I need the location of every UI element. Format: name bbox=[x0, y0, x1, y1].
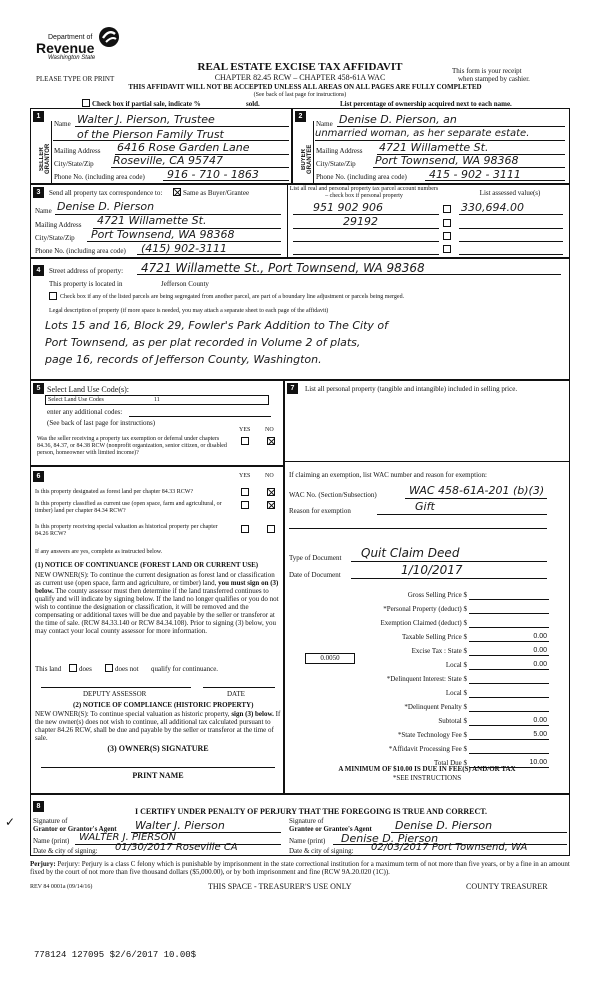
notice-compliance-title: (2) NOTICE OF COMPLIANCE (HISTORIC PROPERTY) bbox=[73, 701, 254, 709]
fin-line-label: Exemption Claimed (deduct) $ bbox=[380, 619, 467, 627]
fin-line-value[interactable]: 0.00 bbox=[533, 647, 547, 654]
segregated-label: Check box if any of the listed parcels are being segregated from another parcel, are part of a boundary line adjustment or parcels being merged. bbox=[60, 294, 405, 300]
q2-yes-checkbox[interactable] bbox=[241, 501, 249, 509]
see-back: (See back of last page for instructions) bbox=[253, 92, 347, 98]
fin-line-underline bbox=[469, 655, 549, 656]
reason-label: Reason for exemption bbox=[289, 507, 351, 515]
fin-line-label: Excise Tax : State $ bbox=[411, 647, 467, 655]
buyer-phone[interactable]: 415 - 902 - 3111 bbox=[429, 168, 521, 181]
see-instructions-note: *SEE INSTRUCTIONS bbox=[392, 774, 462, 782]
fin-line-label: Gross Selling Price $ bbox=[407, 591, 467, 599]
fin-line-underline bbox=[469, 683, 549, 684]
exemption-reason[interactable]: Gift bbox=[415, 500, 435, 513]
fin-line-value[interactable]: 5.00 bbox=[533, 731, 547, 738]
does-checkbox[interactable] bbox=[69, 664, 77, 672]
receipt-note-2: when stamped by cashier. bbox=[458, 75, 530, 83]
fin-line-underline bbox=[469, 599, 549, 600]
q-forest-land: Is this property designated as forest land per chapter 84.33 RCW? bbox=[35, 489, 194, 495]
fin-line-underline bbox=[469, 613, 549, 614]
partial-sale-label: Check box if partial sale, indicate % bbox=[92, 100, 201, 108]
fin-line-label: Local $ bbox=[445, 689, 467, 697]
fin-line-value[interactable]: 0.00 bbox=[533, 717, 547, 724]
fin-line-value[interactable]: 0.00 bbox=[533, 633, 547, 640]
street-label: Street address of property: bbox=[49, 267, 124, 275]
land-use-select-text: Select Land Use Codes bbox=[48, 397, 104, 403]
fin-line-value[interactable]: 0.00 bbox=[533, 661, 547, 668]
additional-codes-label: enter any additional codes: bbox=[47, 408, 123, 416]
section-3-correspondence: 3 Send all property tax correspondence to: Same as Buyer/Grantee Name Denise D. Pierson Mailing Address 4721 Willamette St. City/State/Zip Port Townsend, WA 98368 Phone No. (including area code) (415) 902-3111 List all real and personal property tax parcel account numbers – check box if personal property List assessed value(s) 951 902 906 330,694.00 29192 bbox=[30, 184, 570, 258]
logo-dept-of: Department of bbox=[48, 34, 93, 41]
grantor-sig-label-2: Grantor or Grantor's Agent bbox=[33, 825, 117, 833]
q3-yes-checkbox[interactable] bbox=[241, 525, 249, 533]
wac-label: WAC No. (Section/Subsection) bbox=[289, 491, 377, 499]
seller-mailing[interactable]: 6416 Rose Garden Lane bbox=[117, 141, 250, 154]
owner-signature-label: (3) OWNER(S) SIGNATURE bbox=[107, 744, 209, 753]
fin-line-label: Taxable Selling Price $ bbox=[401, 633, 467, 641]
doc-type-label: Type of Document bbox=[289, 554, 342, 562]
checkmark-icon: ✓ bbox=[5, 815, 16, 829]
buyer-phone-label: Phone No. (including area code) bbox=[316, 173, 407, 181]
sold-label: sold. bbox=[246, 100, 260, 108]
grantor-sig-label-1: Signature of bbox=[33, 817, 68, 825]
land-use-label: Select Land Use Code(s): bbox=[47, 385, 129, 394]
buyer-name-line1[interactable]: Denise D. Pierson, an bbox=[339, 113, 457, 126]
fin-line-underline bbox=[469, 753, 549, 754]
send-to-label: Send all property tax correspondence to: bbox=[49, 189, 163, 197]
exemption-question: Was the seller receiving a property tax exemption or deferral under chapters 84.36, 84.37, or 84.38 RCW (nonprofit organization, senior citizen, or disabled person, homeowner with limited income)? bbox=[37, 436, 227, 456]
buyer-mailing[interactable]: 4721 Willamette St. bbox=[379, 141, 489, 154]
parcel-1-personal-checkbox[interactable] bbox=[443, 205, 451, 213]
grantor-date-label: Date & city of signing: bbox=[33, 847, 98, 855]
certify-text: I CERTIFY UNDER PENALTY OF PERJURY THAT THE FOREGOING IS TRUE AND CORRECT. bbox=[134, 807, 487, 816]
fin-line-label: Total Due $ bbox=[434, 759, 467, 767]
seller-phone[interactable]: 916 - 710 - 1863 bbox=[167, 168, 259, 181]
corr-phone[interactable]: (415) 902-3111 bbox=[141, 242, 228, 255]
doc-date[interactable]: 1/10/2017 bbox=[401, 563, 463, 577]
fin-line-label: *Personal Property (deduct) $ bbox=[383, 605, 467, 613]
additional-codes-line[interactable] bbox=[129, 416, 271, 417]
deputy-date-label: DATE bbox=[227, 690, 245, 698]
land-use-select[interactable] bbox=[45, 395, 269, 405]
grantor-date-city[interactable]: 01/30/2017 Roseville CA bbox=[115, 842, 238, 853]
form-warning: THIS AFFIDAVIT WILL NOT BE ACCEPTED UNLESS ALL AREAS ON ALL PAGES ARE FULLY COMPLETED bbox=[128, 83, 482, 91]
s5-no-checkbox[interactable] bbox=[267, 437, 275, 445]
parcel-3-personal-checkbox[interactable] bbox=[443, 232, 451, 240]
print-name-label: PRINT NAME bbox=[132, 771, 184, 780]
grantee-print-name[interactable]: Denise D. Pierson bbox=[341, 832, 439, 845]
parcel-4-personal-checkbox[interactable] bbox=[443, 245, 451, 253]
seller-phone-label: Phone No. (including area code) bbox=[54, 173, 145, 181]
fin-line-label: *Delinquent Penalty $ bbox=[404, 703, 467, 711]
buyer-name-line2[interactable]: unmarried woman, as her separate estate. bbox=[315, 128, 530, 139]
street-address[interactable]: 4721 Willamette St., Port Townsend, WA 98368 bbox=[141, 261, 425, 275]
q-current-use: Is this property classified as current use (open space, farm and agricultural, or timber) land per chapter 84.34 RCW? bbox=[35, 501, 222, 514]
notice-continuance-text: NEW OWNER(S): To continue the current designation as forest land or classification as current use (open space, farm and agriculture, or timber) land, you must sign on (3) below. The county assessor must then determine if the land transferred continues to qualify and will indicate by signing below. If the land no longer qualifies or you do not wish to continue the designation or classification, it will be removed and the compensating or additional taxes will be due and payable by the seller or transferor at the time of sale. (RCW 84.33.140 or RCW 84.34.108). Prior to signing (3) below, you may contact your local county assessor for more information. bbox=[35, 571, 279, 635]
perjury-notice: Perjury: Perjury: Perjury is a class C felony which is punishable by imprisonment in the state correctional institution for a maximum term of not more than five years, or by a fine in an amount fixed by the court of not more than five thousand dollars ($5,000.00), or by both imprisonment and fine (RCW 9A.20.020 (1C)). bbox=[30, 860, 570, 876]
located-in-label: This property is located in bbox=[49, 280, 123, 288]
does-label: does bbox=[79, 665, 92, 673]
s6-yes-header: YES bbox=[239, 473, 251, 479]
fin-line-underline bbox=[469, 697, 549, 698]
fin-line-label: *Delinquent Interest: State $ bbox=[386, 675, 467, 683]
legal-line-3[interactable]: page 16, records of Jefferson County, Washington. bbox=[45, 353, 322, 366]
exemption-label: If claiming an exemption, list WAC number and reason for exemption: bbox=[289, 471, 487, 479]
does-not-checkbox[interactable] bbox=[105, 664, 113, 672]
doc-type[interactable]: Quit Claim Deed bbox=[361, 546, 460, 560]
section-8-certification: 8 I CERTIFY UNDER PENALTY OF PERJURY THAT THE FOREGOING IS TRUE AND CORRECT. ✓ Signature of Grantor or Grantor's Agent Walter J. Pierson Name (print) WALTER J. PIERSON Date & city of signing: 01/30/2017 Roseville CA Signature of Grantee or Grantee's Agent Denise D. Pierson Name (print) Denise D. Pierson Date & city of signing: 02/03/2017 Port Townsend, WA bbox=[30, 794, 570, 856]
dor-logo-icon bbox=[98, 26, 120, 48]
if-yes-note: If any answers are yes, complete as instructed below. bbox=[35, 549, 163, 555]
fin-line-underline bbox=[469, 669, 549, 670]
corr-mailing-label: Mailing Address bbox=[35, 221, 82, 229]
corr-name[interactable]: Denise D. Pierson bbox=[57, 200, 155, 213]
buyer-name-label: Name bbox=[316, 120, 333, 128]
fin-line-underline bbox=[469, 725, 549, 726]
seller-city[interactable]: Roseville, CA 95747 bbox=[113, 154, 224, 167]
section-4-property: 4 Street address of property: 4721 Willamette St., Port Townsend, WA 98368 This property is located in Jefferson County Check box if any of the listed parcels are being segregated from another parcel, are part of a boundary line adjustment or parcels being merged. Legal description of property (if more space is needed, you may attach a separate sheet to each page of the affidavit) Lots 15 and 16, Block 29, Fowler's Park Addition to The City of Port Townsend, as per plat recorded in Volume 2 of plats, page 16, records of Jefferson County, Washington. bbox=[30, 258, 570, 380]
legal-label: Legal description of property (if more space is needed, you may attach a separate sheet to each page of the affidavit) bbox=[49, 308, 329, 314]
assessed-header: List assessed value(s) bbox=[479, 189, 541, 197]
fin-line-underline bbox=[469, 739, 549, 740]
parcel-2[interactable]: 29192 bbox=[343, 215, 378, 228]
treasurer-space: THIS SPACE - TREASURER'S USE ONLY bbox=[208, 882, 352, 891]
form-chapter: CHAPTER 82.45 RCW – CHAPTER 458-61A WAC bbox=[214, 73, 386, 82]
qualify-label: qualify for continuance. bbox=[151, 665, 219, 673]
s6-no-header: NO bbox=[265, 473, 274, 479]
form-title: REAL ESTATE EXCISE TAX AFFIDAVIT bbox=[197, 61, 403, 73]
this-land-label: This land bbox=[35, 665, 62, 673]
wac-number[interactable]: WAC 458-61A-201 (b)(3) bbox=[409, 484, 545, 497]
fin-line-label: Local $ bbox=[445, 661, 467, 669]
seller-name-line2[interactable]: of the Pierson Family Trust bbox=[77, 128, 224, 141]
notice-compliance-text: NEW OWNER(S): To continue special valuation as historic property, sign (3) below. If the new owner(s) does not wish to continue, all additional tax calculated pursuant to chapter 84.26 RCW, shall be due and payable by the seller or transferor at the time of sale. bbox=[35, 710, 281, 742]
grantee-sig-label-1: Signature of bbox=[289, 817, 324, 825]
same-as-buyer-checkbox[interactable] bbox=[173, 188, 181, 196]
fin-line-underline bbox=[469, 627, 549, 628]
land-use-value: 11 bbox=[154, 397, 160, 403]
grantee-date-label: Date & city of signing: bbox=[289, 847, 354, 855]
parcel-header: List all real and personal property tax parcel account numbers – check box if personal property bbox=[289, 186, 439, 199]
corr-phone-label: Phone No. (including area code) bbox=[35, 247, 126, 255]
section-7-financial: 7 List all personal property (tangible and intangible) included in selling price. If claiming an exemption, list WAC number and reason for exemption: WAC No. (Section/Subsection) WAC 458-61A-201 (b)(3) Reason for exemption Gift Type of Document Quit Claim Deed Date of Document 1/10/2017 Gross Selling Price $ *Personal Property (deduct) $ Exemption Claimed (deduct) $ Taxable Selling Price $ 0.00 Excise Tax : State $ 0.00 Local $ 0.00 *Delinquent Interest: State $ Local $ *Delinquent Penalty $ Subtotal $ 0.00 *State Technology Fee $ 5.00 *Affidavit Processing Fee $ Total Due $ 10.00 0.0050 A MINIMUM OF $10.00 IS DUE IN FEE(S) AND/OR TAX *SEE INSTRUCTIONS bbox=[284, 380, 570, 794]
section-6-forest-current-use: 6 YES NO Is this property designated as forest land per chapter 84.33 RCW? Is this property classified as current use (open space, farm and agricultural, or timber) land per chapter 84.34 RCW? Is this property receiving special valuation as historical property per chapter 84.26 RCW? If any answers are yes, complete as instructed below. (1) NOTICE OF CONTINUANCE (FOREST LAND OR CURRENT USE) NEW OWNER(S): To continue the current designation as forest land or classification as current use (open space, farm and agriculture, or timber) land, you must sign on (3) below. The county assessor must then determine if the land transferred continues to qualify and will indicate by signing below. If the land no longer qualifies or you do not wish to continue the designation or classification, it will be removed and the compensating or additional taxes will be due and payable by the seller or transferor at the time of sale. (RCW 84.33.140 or RCW 84.34.108). Prior to signing (3) below, you may contact your local county assessor for more information. This land does does not qualify for continuance. DEPUTY ASSESSOR DATE (2) NOTICE OF COMPLIANCE (HISTORIC PROPERTY) NEW OWNER(S): To continue special valuation as historic property, sign (3) below. If the new owner(s) does not wish to continue, all additional tax calculated pursuant to chapter 84.26 RCW, shall be due and payable by the seller or transferor at the time of sale. (3) OWNER(S) SIGNATURE PRINT NAME bbox=[30, 466, 284, 794]
local-rate-box[interactable]: 0.0050 bbox=[305, 653, 355, 664]
grantee-date-city[interactable]: 02/03/2017 Port Townsend, WA bbox=[371, 842, 528, 853]
section-1-seller: 1 SELLER GRANTOR Name Walter J. Pierson, Trustee of the Pierson Family Trust Mailing Address 6416 Rose Garden Lane City/State/Zip Roseville, CA 95747 Phone No. (including area code) 916 - 710 - 1863 bbox=[30, 108, 292, 184]
ownership-pct-note: List percentage of ownership acquired next to each name. bbox=[340, 100, 512, 108]
grantee-sig-label-2: Grantee or Grantee's Agent bbox=[289, 825, 372, 833]
q2-no-checkbox[interactable] bbox=[267, 501, 275, 509]
logo-state: Washington State bbox=[48, 55, 96, 61]
partial-sale-checkbox[interactable] bbox=[82, 99, 90, 107]
segregated-checkbox[interactable] bbox=[49, 292, 57, 300]
cashier-stamp: 778124 127095 $2/6/2017 10.00$ bbox=[34, 950, 197, 960]
q3-no-checkbox[interactable] bbox=[267, 525, 275, 533]
notice-continuance-title: (1) NOTICE OF CONTINUANCE (FOREST LAND OR CURRENT USE) bbox=[35, 561, 259, 569]
buyer-city[interactable]: Port Townsend, WA 98368 bbox=[375, 154, 519, 167]
corr-city[interactable]: Port Townsend, WA 98368 bbox=[91, 228, 235, 241]
rev-number: REV 84 0001a (09/14/16) bbox=[30, 884, 93, 890]
section-5-land-use: 5 Select Land Use Code(s): Select Land Use Codes 11 enter any additional codes: (See back of last page for instructions) YES NO Was the seller receiving a property tax exemption or deferral under chapters 84.36, 84.37, or 84.38 RCW (nonprofit organization, senior citizen, or disabled person, homeowner with limited income)? bbox=[30, 380, 284, 466]
logo-revenue: Revenue bbox=[36, 40, 95, 56]
grantor-print-name[interactable]: WALTER J. PIERSON bbox=[79, 832, 176, 843]
grantor-signature[interactable]: Walter J. Pierson bbox=[135, 819, 225, 832]
fin-line-label: *Affidavit Processing Fee $ bbox=[388, 745, 467, 753]
please-type: PLEASE TYPE OR PRINT bbox=[36, 75, 115, 83]
fin-line-underline bbox=[469, 641, 549, 642]
corr-name-label: Name bbox=[35, 207, 52, 215]
same-as-buyer-label: Same as Buyer/Grantee bbox=[183, 189, 250, 197]
grantor-name-label: Name (print) bbox=[33, 837, 70, 845]
dor-logo bbox=[36, 26, 122, 62]
section-2-buyer: 2 BUYER GRANTEE Name Denise D. Pierson, an unmarried woman, as her separate estate. Mailing Address 4721 Willamette St. City/State/Zip Port Townsend, WA 98368 Phone No. (including area code) 415 - 902 - 3111 bbox=[292, 108, 570, 184]
fin-line-value[interactable]: 10.00 bbox=[529, 759, 547, 766]
seller-mailing-label: Mailing Address bbox=[54, 147, 101, 155]
legal-line-1[interactable]: Lots 15 and 16, Block 29, Fowler's Park Addition to The City of bbox=[45, 319, 388, 332]
land-use-see-back: (See back of last page for instructions) bbox=[47, 419, 156, 427]
s5-yes-header: YES bbox=[239, 427, 251, 433]
deputy-assessor-label: DEPUTY ASSESSOR bbox=[83, 690, 147, 698]
grantee-name-label: Name (print) bbox=[289, 837, 326, 845]
parcel-1[interactable]: 951 902 906 bbox=[313, 201, 383, 214]
corr-city-label: City/State/Zip bbox=[35, 234, 75, 242]
seller-name-line1[interactable]: Walter J. Pierson, Trustee bbox=[77, 113, 215, 126]
q1-yes-checkbox[interactable] bbox=[241, 488, 249, 496]
s5-no-header: NO bbox=[265, 427, 274, 433]
fin-line-underline bbox=[469, 711, 549, 712]
personal-property-label: List all personal property (tangible and intangible) included in selling price. bbox=[305, 385, 518, 393]
buyer-city-label: City/State/Zip bbox=[316, 160, 356, 168]
corr-mailing[interactable]: 4721 Willamette St. bbox=[97, 214, 207, 227]
receipt-note-1: This form is your receipt bbox=[452, 67, 522, 75]
s5-yes-checkbox[interactable] bbox=[241, 437, 249, 445]
q-historic: Is this property receiving special valuation as historical property per chapter 84.26 RCW? bbox=[35, 524, 218, 537]
county-treasurer: COUNTY TREASURER bbox=[466, 882, 548, 891]
grantee-signature[interactable]: Denise D. Pierson bbox=[395, 819, 493, 832]
seller-city-label: City/State/Zip bbox=[54, 160, 94, 168]
buyer-vertical-label: BUYER GRANTEE bbox=[301, 144, 313, 174]
fin-line-label: Subtotal $ bbox=[438, 717, 467, 725]
doc-date-label: Date of Document bbox=[289, 571, 341, 579]
county[interactable]: Jefferson County bbox=[161, 280, 209, 288]
parcel-2-personal-checkbox[interactable] bbox=[443, 219, 451, 227]
seller-name-label: Name bbox=[54, 120, 71, 128]
fin-line-label: *State Technology Fee $ bbox=[397, 731, 467, 739]
assessed-1[interactable]: 330,694.00 bbox=[461, 201, 524, 214]
buyer-mailing-label: Mailing Address bbox=[316, 147, 363, 155]
seller-vertical-label: SELLER GRANTOR bbox=[39, 143, 51, 175]
minimum-due-note: A MINIMUM OF $10.00 IS DUE IN FEE(S) AND/OR TAX bbox=[338, 765, 516, 773]
q1-no-checkbox[interactable] bbox=[267, 488, 275, 496]
legal-line-2[interactable]: Port Townsend, as per plat recorded in Volume 2 of plats, bbox=[45, 336, 361, 349]
does-not-label: does not bbox=[115, 665, 139, 673]
